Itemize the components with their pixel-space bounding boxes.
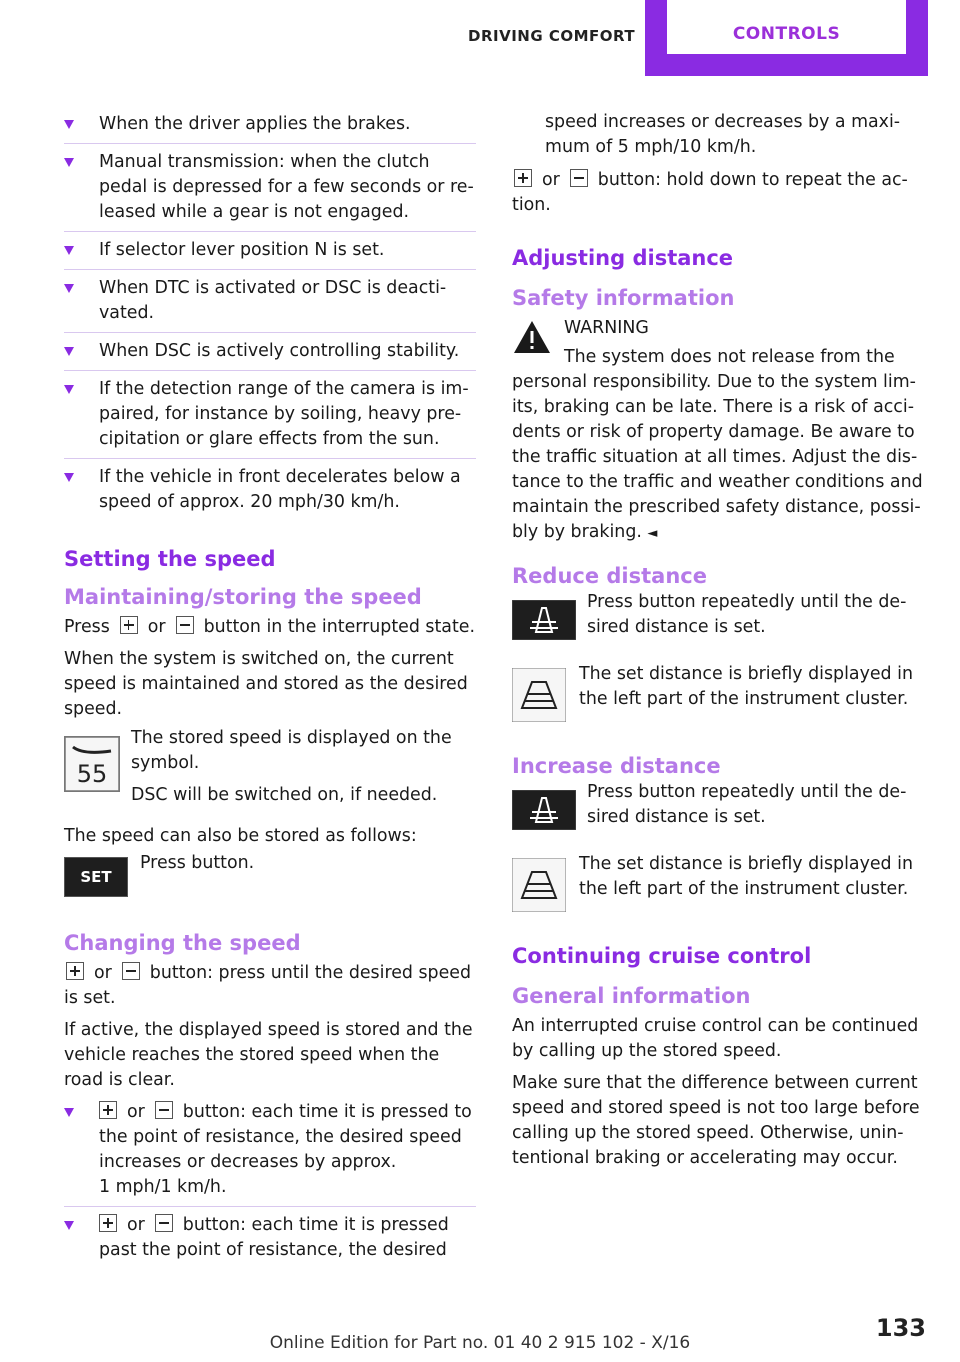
bullet-triangle-icon — [64, 284, 74, 293]
bullet-text: If the vehicle in front decelerates below a speed of approx. 20 mph/30 km/h. — [99, 467, 461, 512]
bullet-text: When the driver applies the brakes. — [99, 114, 411, 134]
also-stored-text: The speed can also be stored as follows: — [64, 826, 417, 846]
bullet-item: or button: each time it is pressed to the point of resistance, the desired speed increases or decreases by approx. 1 mph/1 km/h. — [64, 1100, 476, 1207]
bullet-triangle-icon — [64, 347, 74, 356]
bullet-item: or button: each time it is pressed past the point of resistance, the desired — [64, 1213, 476, 1269]
section-title: DRIVING COMFORT — [468, 27, 636, 45]
section-header — [430, 0, 645, 76]
general-text: An interrupted cruise control can be continued by calling up the stored speed. — [512, 1016, 919, 1061]
increase-distance-button-icon — [512, 790, 576, 830]
reduce-text: Press button repeatedly until the de‐sired distance is set. — [587, 592, 907, 637]
chapter-tab-inner — [667, 0, 906, 54]
increase-button-row — [512, 784, 924, 848]
minus-button-icon — [570, 169, 588, 187]
distance-display-icon — [512, 668, 566, 722]
minus-button-icon — [176, 616, 194, 634]
right-column — [512, 110, 924, 1178]
bullet-item — [64, 112, 476, 144]
general-info-heading: General information — [512, 984, 751, 1008]
increase-text: Press button repeatedly until the de‐sired distance is set. — [587, 782, 907, 827]
changing-speed-text: or button: press until the desired speed is set. — [64, 963, 472, 1008]
speed-symbol-value: 55 — [76, 760, 108, 788]
page-number: 133 — [875, 1314, 926, 1342]
reduce-display-text: The set distance is briefly displayed in the left part of the instrument cluster. — [579, 664, 913, 709]
plus-button-icon — [99, 1214, 117, 1232]
stored-speed-text: The stored speed is displayed on the symbol. — [131, 728, 452, 773]
bullet-text: If selector lever position N is set. — [99, 240, 385, 260]
bullet-text: Manual transmission: when the clutch pedal is depressed for a few seconds or re‐leased while a gear is not engaged. — [99, 152, 474, 222]
make-sure-text: Make sure that the difference between current speed and stored speed is not too large before calling up the stored speed. Otherwise, unin‐tentional braking or accelerating may occur. — [512, 1073, 920, 1168]
increase-display-row — [512, 854, 924, 930]
set-button-icon: SET — [64, 857, 128, 897]
reduce-button-row — [512, 594, 924, 658]
bullet-triangle-icon — [64, 158, 74, 167]
reduce-display-row — [512, 664, 924, 740]
warning-first-line: The system does not release from the — [564, 347, 895, 367]
bullet-triangle-icon — [64, 1108, 74, 1117]
speed-symbol-row — [64, 728, 476, 824]
bullet-text: When DTC is activated or DSC is deacti‐vated. — [99, 278, 447, 323]
maintain-speed-heading: Maintaining/storing the speed — [64, 585, 422, 609]
chapter-title: CONTROLS — [732, 24, 841, 44]
bullet-item — [64, 150, 476, 232]
bullet-triangle-icon — [64, 473, 74, 482]
bullet-text: When DSC is actively controlling stability. — [99, 341, 460, 361]
changing-speed-heading: Changing the speed — [64, 931, 301, 955]
warning-icon — [512, 318, 552, 356]
plus-button-icon — [514, 169, 532, 187]
reduce-distance-heading: Reduce distance — [512, 564, 707, 588]
bullet-triangle-icon — [64, 385, 74, 394]
minus-button-icon — [155, 1214, 173, 1232]
setting-speed-heading: Setting the speed — [64, 547, 276, 571]
increase-display-text: The set distance is briefly displayed in the left part of the instrument cluster. — [579, 854, 913, 899]
press-button-text: Press button. — [140, 853, 255, 873]
dsc-text: DSC will be switched on, if needed. — [131, 785, 438, 805]
bullet-triangle-icon — [64, 120, 74, 129]
plus-button-icon — [66, 962, 84, 980]
end-mark: ◄ — [647, 526, 658, 541]
bullet-item — [64, 465, 476, 521]
set-button-row — [64, 853, 476, 909]
bullet-item — [64, 276, 476, 333]
bullet-item — [64, 339, 476, 371]
bullet-text: If the detection range of the camera is im‐paired, for instance by soiling, heavy pre‐cipitation or glare effects from the sun. — [99, 379, 469, 449]
continued-text: speed increases or decreases by a maxi‐mum of 5 mph/10 km/h. — [545, 112, 901, 157]
distance-display-icon — [512, 858, 566, 912]
reduce-distance-button-icon — [512, 600, 576, 640]
bullet-item — [64, 238, 476, 270]
warning-block — [512, 316, 924, 546]
warning-text: personal responsibility. Due to the system lim‐its, braking can be late. There is a risk of acci‐dents or risk of property damage. Be aware to the traffic situation at all times. Adjust the dis‐tance to the traffic and weather conditions and maintain the prescribed safety distance, possi‐bly by braking. ◄ — [512, 372, 923, 542]
plus-button-icon — [120, 616, 138, 634]
chapter-tab[interactable] — [645, 0, 928, 76]
press-instruction: Press or button in the interrupted state. — [64, 617, 476, 637]
bullet-triangle-icon — [64, 1221, 74, 1230]
continuing-cruise-heading: Continuing cruise control — [512, 944, 812, 968]
increase-distance-heading: Increase distance — [512, 754, 721, 778]
minus-button-icon — [155, 1101, 173, 1119]
speed-symbol-icon — [64, 736, 120, 792]
plus-button-icon — [99, 1101, 117, 1119]
hold-text: or button: hold down to repeat the ac‐tion. — [512, 170, 908, 215]
minus-button-icon — [122, 962, 140, 980]
if-active-text: If active, the displayed speed is stored and the vehicle reaches the stored speed when the road is clear. — [64, 1020, 473, 1090]
bullet-item — [64, 377, 476, 459]
left-column — [64, 112, 476, 1275]
switched-on-text: When the system is switched on, the current speed is maintained and stored as the desired speed. — [64, 649, 468, 719]
safety-info-heading: Safety information — [512, 286, 735, 310]
adjusting-distance-heading: Adjusting distance — [512, 246, 734, 270]
warning-label: WARNING — [564, 318, 649, 338]
edition-footer: Online Edition for Part no. 01 40 2 915 102 - X/16 — [269, 1333, 691, 1353]
bullet-triangle-icon — [64, 246, 74, 255]
